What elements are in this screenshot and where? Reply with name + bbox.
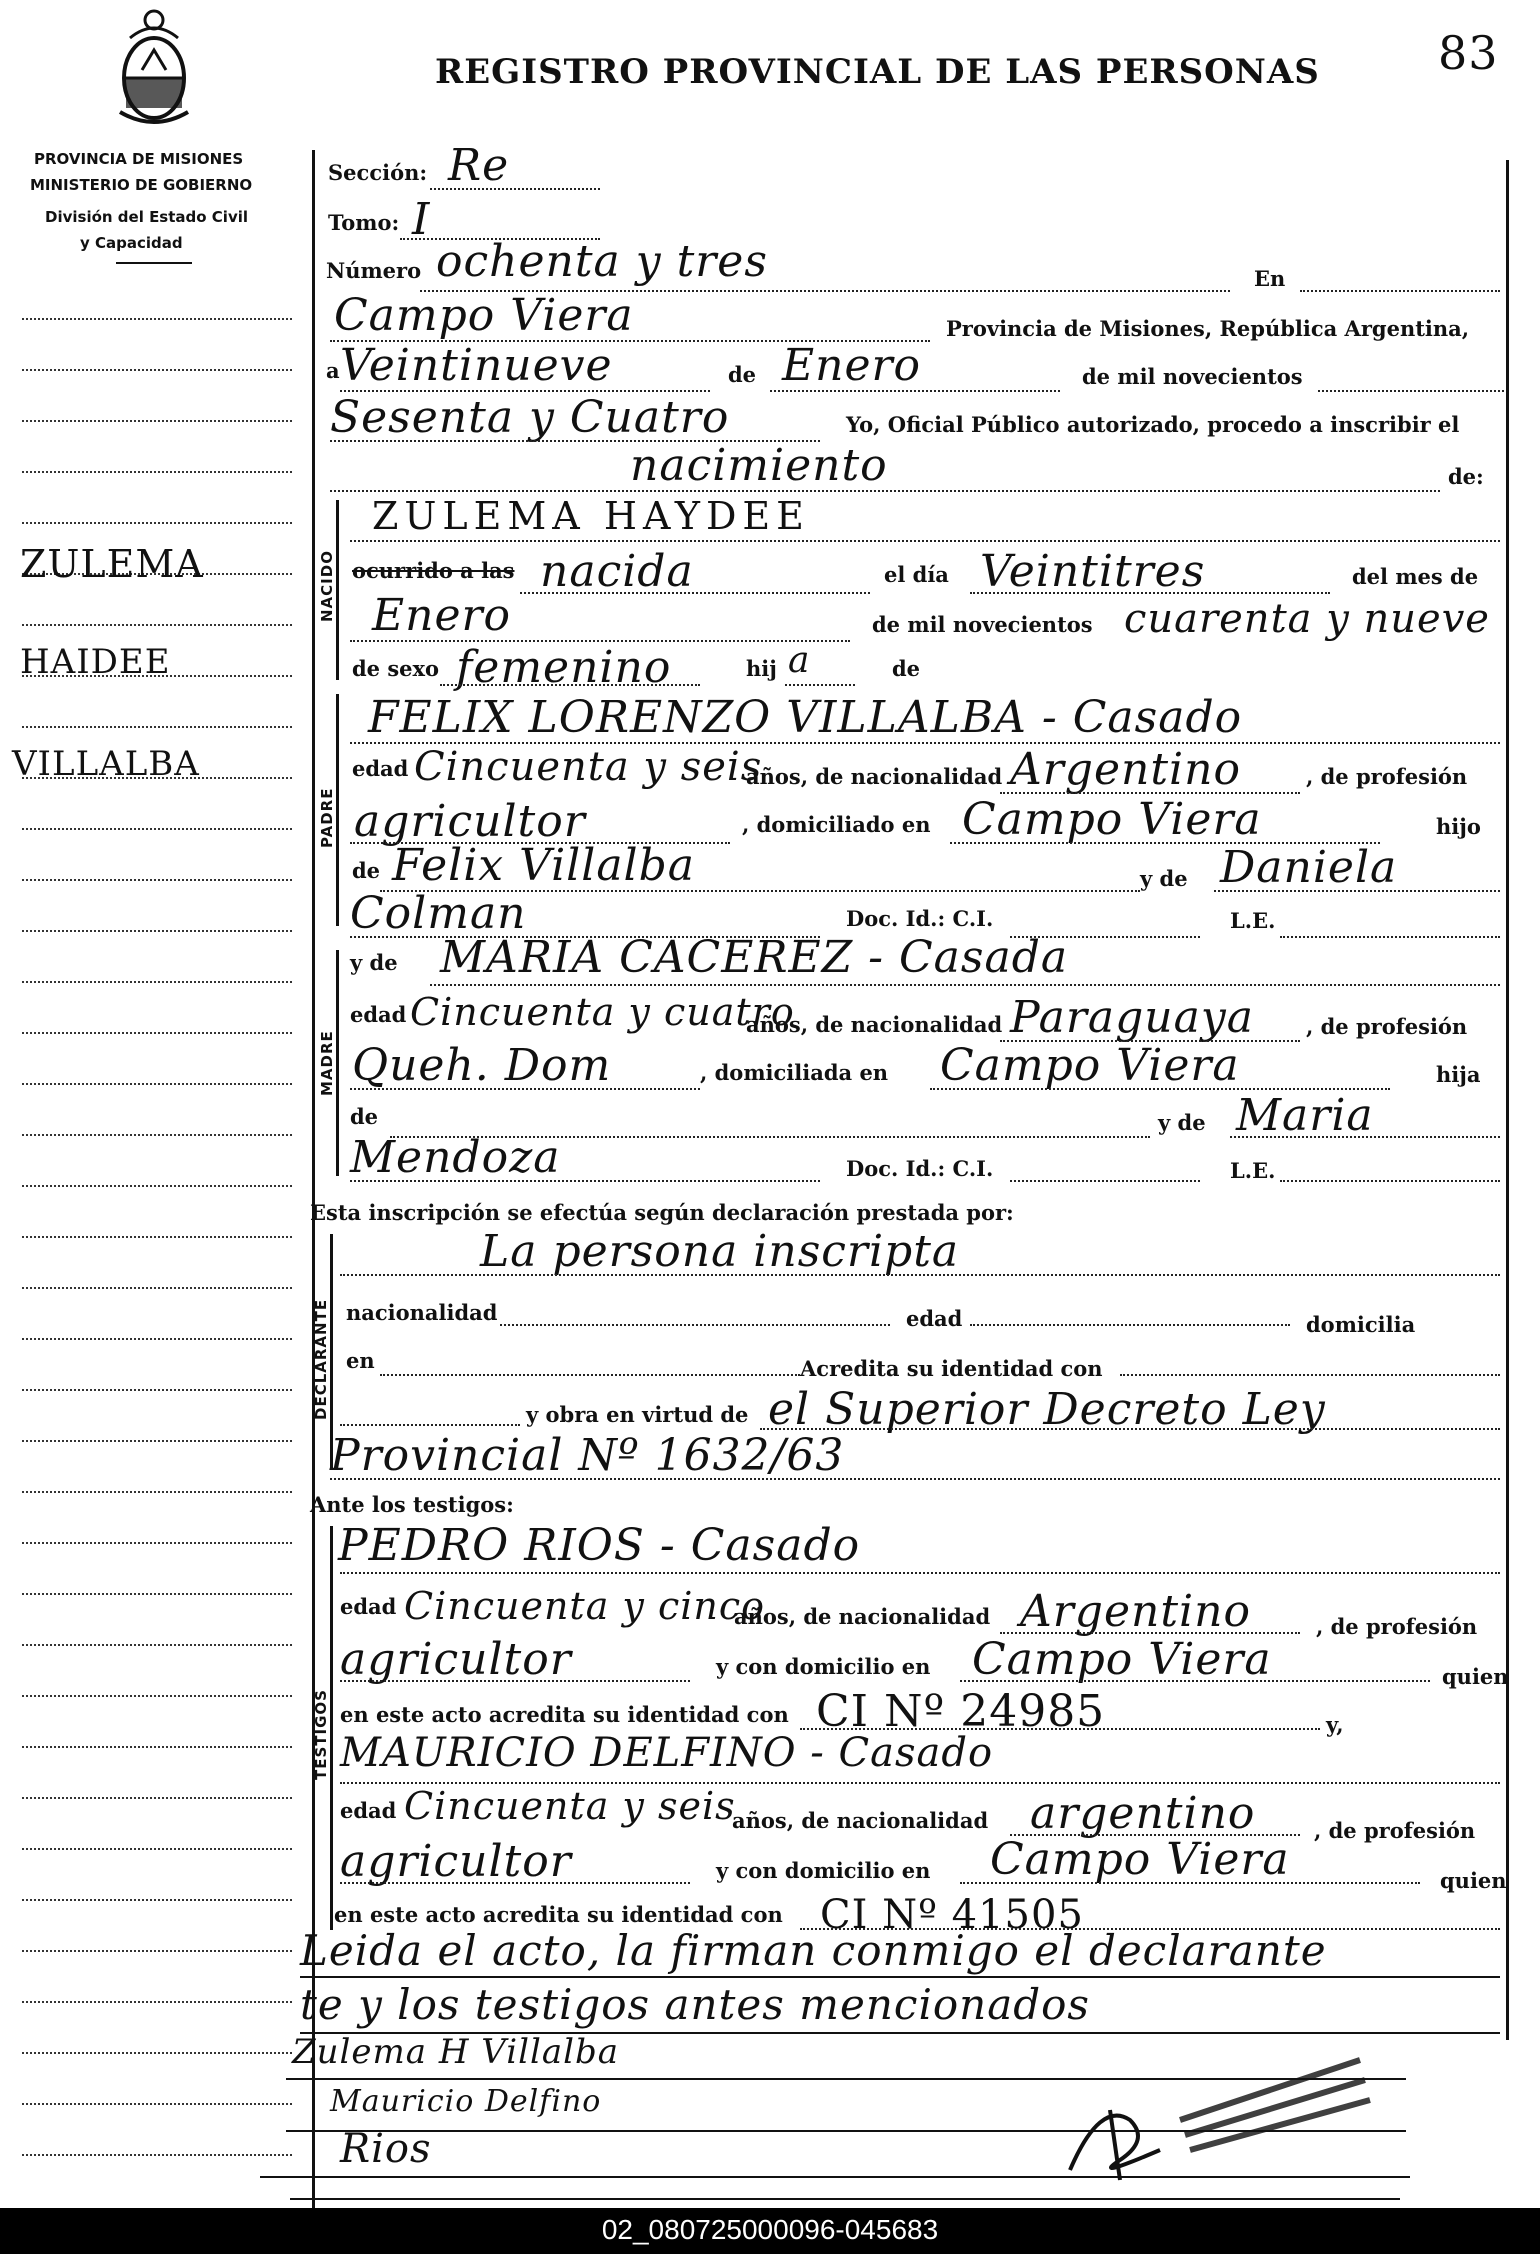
madre-doc-label: Doc. Id.: C.I.	[846, 1156, 994, 1181]
y-coma-label: y,	[1326, 1712, 1344, 1737]
padre-nac-label: años, de nacionalidad	[746, 764, 1003, 789]
t1-edad-label: edad	[340, 1594, 397, 1619]
t2-edad: Cincuenta y seis	[404, 1784, 736, 1828]
madre-madre-2: Mendoza	[350, 1132, 561, 1183]
margin-line	[22, 1644, 292, 1646]
margin-line	[22, 2103, 292, 2105]
y-de-label-2: y de	[1158, 1110, 1206, 1135]
padre-profesion: agricultor	[354, 796, 586, 847]
t2-nac-label: años, de nacionalidad	[732, 1808, 989, 1833]
nombre-value: ZULEMA HAYDEE	[372, 494, 810, 538]
margin-line	[22, 1797, 292, 1799]
padre-dom-label: , domiciliado en	[742, 812, 931, 837]
t1-domicilio: Campo Viera	[972, 1634, 1272, 1685]
padre-section-label: PADRE	[318, 787, 336, 848]
firma-inscripta: Zulema H Villalba	[292, 2032, 620, 2072]
de-label-2: de	[892, 656, 921, 681]
t1-quien-label: quien	[1442, 1664, 1509, 1689]
dia-nacimiento: Veintitres	[980, 546, 1206, 597]
margin-line	[22, 1950, 292, 1952]
margin-line	[22, 1593, 292, 1595]
madre-edad: Cincuenta y cuatro	[410, 990, 795, 1034]
margin-line	[22, 726, 292, 728]
t2-nacionalidad: argentino	[1030, 1788, 1256, 1839]
right-border	[1506, 160, 1509, 2040]
margin-line	[22, 1440, 292, 1442]
de-colon-label: de:	[1448, 464, 1484, 489]
decreto-1: el Superior Decreto Ley	[768, 1384, 1326, 1435]
padre-nacionalidad: Argentino	[1010, 744, 1241, 795]
margin-line	[22, 1746, 292, 1748]
t1-acto-label: en este acto acredita su identidad con	[340, 1702, 789, 1727]
ministry-label: MINISTERIO DE GOBIERNO	[30, 176, 253, 194]
acredita-label: Acredita su identidad con	[800, 1356, 1103, 1381]
margin-line	[22, 2052, 292, 2054]
official-signature	[1060, 2080, 1180, 2190]
ocurrido-label: ocurrido a las	[352, 558, 515, 583]
division-label-2: y Capacidad	[80, 234, 183, 252]
margin-line	[22, 2001, 292, 2003]
margin-line	[22, 828, 292, 830]
margin-line	[22, 318, 292, 320]
t1-nacionalidad: Argentino	[1020, 1586, 1251, 1637]
tomo-value: I	[412, 194, 431, 245]
margin-line	[22, 930, 292, 932]
dec-nacionalidad-label: nacionalidad	[346, 1300, 498, 1325]
madre-le-label: L.E.	[1230, 1158, 1276, 1183]
padre-edad: Cincuenta y seis	[414, 744, 763, 790]
numero-value: ochenta y tres	[436, 236, 768, 287]
obra-label: y obra en virtud de	[526, 1402, 749, 1427]
inscripcion-label: Esta inscripción se efectúa según declaración prestada por:	[310, 1200, 1014, 1225]
margin-line	[22, 369, 292, 371]
padre-madre-2: Colman	[350, 888, 527, 939]
testigo1-nombre: PEDRO RIOS - Casado	[338, 1520, 861, 1571]
cierre-linea-2: te y los testigos antes mencionados	[300, 1980, 1090, 2029]
testigos-section-label: TESTIGOS	[312, 1689, 330, 1780]
madre-madre-label: de	[350, 1104, 379, 1129]
margin-line	[22, 1032, 292, 1034]
padre-nombre: FELIX LORENZO VILLALBA - Casado	[368, 692, 1243, 743]
margin-line	[22, 1695, 292, 1697]
del-mes-label: del mes de	[1352, 564, 1479, 589]
seccion-label: Sección:	[328, 160, 428, 185]
provincia-label: Provincia de Misiones, República Argentina,	[946, 316, 1470, 341]
dec-edad-label: edad	[906, 1306, 963, 1331]
declarante-section-label: DECLARANTE	[312, 1298, 330, 1420]
madre-madre-1: Maria	[1236, 1090, 1374, 1141]
oficial-label: Yo, Oficial Público autorizado, procedo a inscribir el	[846, 412, 1460, 437]
mil-novecientos-label: de mil novecientos	[1082, 364, 1303, 389]
page-title: REGISTRO PROVINCIAL DE LAS PERSONAS	[435, 52, 1320, 92]
margin-line	[22, 1185, 292, 1187]
madre-domicilio: Campo Viera	[940, 1040, 1240, 1091]
page-number: 83	[1438, 26, 1499, 80]
padre-madre-1: Daniela	[1220, 842, 1398, 893]
official-stamp	[1170, 2050, 1380, 2160]
madre-nac-label: años, de nacionalidad	[746, 1012, 1003, 1037]
madre-dom-label: , domiciliada en	[700, 1060, 889, 1085]
madre-profesion: Queh. Dom	[352, 1040, 612, 1091]
madre-nombre: MARIA CACEREZ - Casada	[440, 932, 1069, 983]
division-label: División del Estado Civil	[45, 208, 249, 226]
t2-quien-label: quien	[1440, 1868, 1507, 1893]
margin-name-3: VILLALBA	[12, 744, 200, 784]
t2-dom-label: y con domicilio en	[716, 1858, 931, 1883]
seccion-value: Re	[448, 140, 510, 191]
padre-padre: Felix Villalba	[392, 840, 696, 891]
madre-prof-label: , de profesión	[1306, 1014, 1468, 1039]
padre-domicilio: Campo Viera	[962, 794, 1262, 845]
margin-line	[22, 522, 292, 524]
anio-inscripcion: Sesenta y Cuatro	[330, 392, 730, 443]
tomo-label: Tomo:	[328, 210, 400, 235]
margin-line	[22, 471, 292, 473]
margin-line	[22, 1899, 292, 1901]
padre-padre-label: de	[352, 858, 381, 883]
t1-profesion: agricultor	[340, 1634, 572, 1685]
margin-line	[22, 1134, 292, 1136]
madre-section-label: MADRE	[318, 1030, 336, 1096]
testigos-label: Ante los testigos:	[310, 1492, 514, 1517]
margin-name-1: ZULEMA	[20, 542, 204, 586]
firma-testigo-2: Mauricio Delfino	[330, 2084, 602, 2119]
margin-line	[22, 1338, 292, 1340]
column-divider	[312, 150, 315, 2220]
madre-y-de-label: y de	[350, 950, 398, 975]
anio-nacimiento: cuarenta y nueve	[1124, 596, 1490, 642]
padre-doc-label: Doc. Id.: C.I.	[846, 906, 994, 931]
margin-line	[22, 879, 292, 881]
margin-line	[22, 1236, 292, 1238]
madre-nacionalidad: Paraguaya	[1010, 992, 1254, 1043]
declarante-value: La persona inscripta	[480, 1226, 960, 1277]
margin-line	[22, 1542, 292, 1544]
margin-line	[22, 1491, 292, 1493]
mil-nov-label: de mil novecientos	[872, 612, 1093, 637]
a-label: a	[326, 358, 340, 383]
t1-identidad: CI Nº 24985	[816, 1686, 1106, 1737]
margin-line	[22, 2154, 292, 2156]
margin-line	[22, 981, 292, 983]
margin-line	[22, 624, 292, 626]
acto-value: nacimiento	[630, 440, 888, 491]
t2-profesion: agricultor	[340, 1836, 572, 1887]
footer-id: 02_080725000096-045683	[601, 2214, 939, 2245]
cierre-linea-1: Leida el acto, la firman conmigo el declarante	[300, 1926, 1327, 1975]
t2-identidad: CI Nº 41505	[820, 1892, 1084, 1938]
divider	[116, 262, 192, 264]
margin-line	[22, 1848, 292, 1850]
padre-le-label: L.E.	[1230, 908, 1276, 933]
margin-line	[22, 1389, 292, 1391]
hija-label: hija	[1436, 1062, 1481, 1087]
y-de-label: y de	[1140, 866, 1188, 891]
t2-edad-label: edad	[340, 1798, 397, 1823]
mes-inscripcion: Enero	[782, 340, 922, 391]
dec-domicilia-label: domicilia	[1306, 1312, 1416, 1337]
hijo-label: hijo	[1436, 814, 1481, 839]
t2-prof-label: , de profesión	[1314, 1818, 1476, 1843]
sexo-value: femenino	[456, 642, 672, 693]
firma-testigo-1: Rios	[340, 2126, 432, 2172]
dia-inscripcion: Veintinueve	[340, 340, 613, 391]
t2-domicilio: Campo Viera	[990, 1834, 1290, 1885]
hij-suffix: a	[788, 640, 811, 681]
margin-name-2: HAIDEE	[20, 642, 171, 682]
t1-edad: Cincuenta y cinco	[404, 1584, 766, 1628]
margin-line	[22, 1083, 292, 1085]
de-label: de	[728, 362, 757, 387]
decreto-2: Provincial Nº 1632/63	[330, 1430, 845, 1481]
t2-acto-label: en este acto acredita su identidad con	[334, 1902, 783, 1927]
margin-line	[22, 420, 292, 422]
en-label: En	[1254, 266, 1286, 291]
nacido-section-label: NACIDO	[318, 550, 336, 622]
hij-label: hij	[746, 656, 777, 681]
padre-prof-label: , de profesión	[1306, 764, 1468, 789]
mes-nacimiento: Enero	[372, 590, 512, 641]
el-dia-label: el día	[884, 562, 949, 587]
lugar-value: Campo Viera	[334, 290, 634, 341]
ocurrido-value: nacida	[540, 546, 694, 597]
dec-en-label: en	[346, 1348, 375, 1373]
t1-dom-label: y con domicilio en	[716, 1654, 931, 1679]
madre-edad-label: edad	[350, 1002, 407, 1027]
margin-line	[22, 1287, 292, 1289]
padre-edad-label: edad	[352, 756, 409, 781]
numero-label: Número	[326, 258, 422, 283]
t1-prof-label: , de profesión	[1316, 1614, 1478, 1639]
testigo2-nombre: MAURICIO DELFINO - Casado	[340, 1730, 994, 1776]
t1-nac-label: años, de nacionalidad	[734, 1604, 991, 1629]
province-label: PROVINCIA DE MISIONES	[34, 150, 244, 168]
coat-of-arms-icon	[112, 8, 196, 128]
sexo-label: de sexo	[352, 656, 440, 681]
